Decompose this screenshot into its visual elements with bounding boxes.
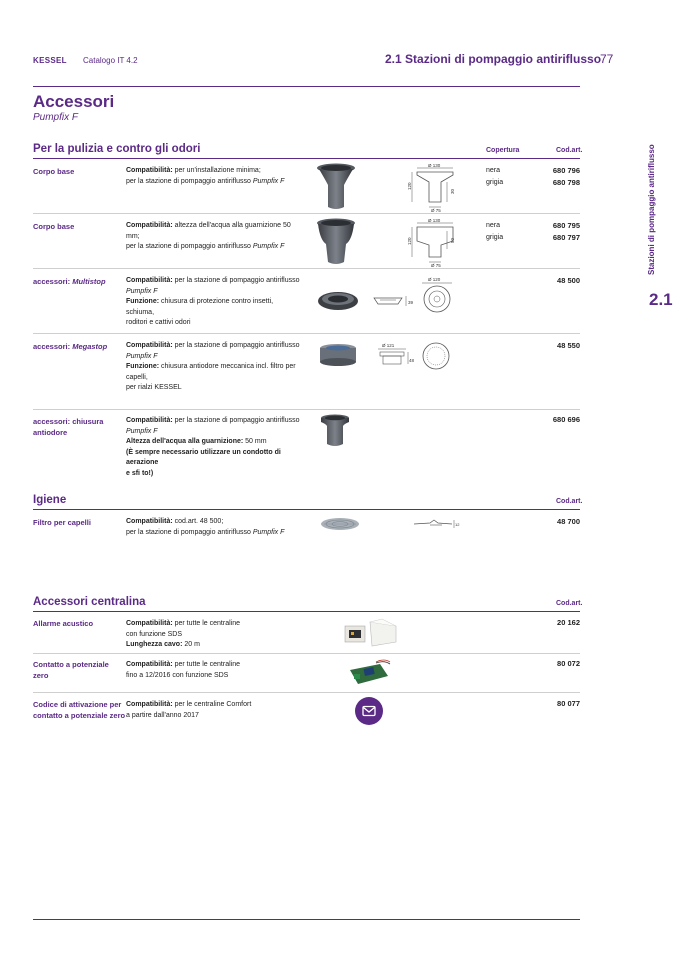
base-body-drawing — [405, 219, 465, 267]
row-divider — [33, 409, 580, 410]
cover-values: nera grigia — [486, 222, 504, 241]
page-subtitle: Pumpfix F — [33, 112, 79, 123]
product-desc: Compatibilità: per la stazione di pompaggio antiriflusso Pumpfix F Altezza dell'acqua alla guarnizione: 50 mm (È sempre necessario utilizzare un condotto di aerazione e sfi to!) — [126, 417, 300, 477]
svg-text:48: 48 — [409, 358, 414, 363]
base-body-drawing — [405, 164, 465, 212]
svg-text:39: 39 — [408, 300, 414, 305]
header-rule — [33, 86, 580, 87]
svg-text:120: 120 — [407, 237, 412, 245]
row-divider — [33, 333, 580, 334]
product-name: accessori: chiusura antiodore — [33, 417, 104, 437]
megastop-side-drawing — [374, 342, 414, 368]
hair-filter-drawing — [412, 517, 460, 531]
article-code: 48 500 — [557, 276, 580, 285]
cover-values: nera grigia — [486, 167, 504, 186]
col-code-header: Cod.art. — [556, 600, 583, 607]
article-codes: 680 795 680 797 — [552, 221, 580, 242]
product-desc: Compatibilità: cod.art. 48 500; per la stazione di pompaggio antiriflusso Pumpfix F — [126, 518, 285, 536]
svg-text:Ø 121: Ø 121 — [382, 343, 395, 348]
section3-title: Accessori centralina — [33, 596, 146, 608]
section2-rule — [33, 509, 580, 510]
base-body-image — [316, 218, 356, 266]
article-code: 48 700 — [557, 517, 580, 526]
svg-text:12: 12 — [455, 522, 460, 527]
svg-text:Ø 75: Ø 75 — [431, 208, 441, 212]
col-code-header: Cod.art. — [556, 147, 583, 154]
svg-text:50: 50 — [450, 237, 455, 243]
svg-text:30: 30 — [450, 188, 455, 194]
catalog-label: Catalogo IT 4.2 — [83, 56, 138, 65]
product-name: accessori: Multistop — [33, 277, 106, 286]
brand-label: KESSEL — [33, 56, 67, 65]
svg-text:Ø 75: Ø 75 — [431, 263, 441, 267]
article-code: 80 072 — [557, 659, 580, 668]
product-name: Corpo base — [33, 222, 75, 231]
base-body-image — [316, 163, 356, 211]
product-desc: Compatibilità: per tutte le centraline con funzione SDS Lunghezza cavo: 20 m — [126, 620, 240, 648]
multistop-image — [316, 288, 360, 314]
col-code-header: Cod.art. — [556, 498, 583, 505]
svg-text:120: 120 — [407, 182, 412, 190]
col-cover-header: Copertura — [486, 147, 520, 154]
envelope-icon — [355, 697, 383, 725]
product-name: Corpo base — [33, 167, 75, 176]
multistop-top-drawing — [418, 276, 456, 314]
article-code: 80 077 — [557, 699, 580, 708]
article-code: 680 696 — [552, 415, 580, 424]
relay-board-image — [346, 658, 392, 688]
section2-title: Igiene — [33, 494, 67, 506]
svg-text:Ø 120: Ø 120 — [428, 277, 441, 282]
megastop-image — [318, 342, 358, 370]
svg-text:Ø 130: Ø 130 — [428, 219, 441, 223]
sidebar-number: 2.1 — [649, 290, 673, 309]
product-desc: Compatibilità: per la stazione di pompaggio antiriflusso Pumpfix F Funzione: chiusura di protezione contro insetti, schiuma, roditori e cattivi odori — [126, 277, 300, 326]
email-activation-badge — [355, 697, 383, 725]
multistop-side-drawing — [372, 294, 416, 308]
row-divider — [33, 268, 580, 269]
section1-title: Per la pulizia e contro gli odori — [33, 143, 201, 155]
product-desc: Compatibilità: per la stazione di pompaggio antiriflusso Pumpfix F Funzione: chiusura antiodore meccanica incl. filtro per capelli, per rialzi KESSEL — [126, 342, 300, 391]
row-divider — [33, 653, 580, 654]
product-name: Filtro per capelli — [33, 518, 91, 527]
article-code: 20 162 — [557, 618, 580, 627]
product-desc: Compatibilità: per un'installazione minima; per la stazione di pompaggio antiriflusso Pumpfix F — [126, 167, 285, 185]
page-title: Accessori — [33, 92, 115, 111]
section3-rule — [33, 611, 580, 612]
product-desc: Compatibilità: altezza dell'acqua alla guarnizione 50 mm; per la stazione di pompaggio antiriflusso Pumpfix F — [126, 222, 291, 250]
footer-rule — [33, 919, 580, 920]
row-divider — [33, 692, 580, 693]
product-name: accessori: Megastop — [33, 342, 108, 351]
article-codes: 680 796 680 798 — [552, 166, 580, 187]
odor-trap-image — [320, 414, 350, 448]
section-heading: 2.1 Stazioni di pompaggio antiriflusso — [385, 52, 602, 66]
section1-rule — [33, 158, 580, 159]
svg-text:Ø 130: Ø 130 — [428, 164, 441, 168]
product-name: Codice di attivazione per contatto a potenziale zero — [33, 700, 126, 720]
row-divider — [33, 213, 580, 214]
product-name: Allarme acustico — [33, 619, 94, 628]
article-code: 48 550 — [557, 341, 580, 350]
hair-filter-image — [320, 516, 360, 532]
alarm-device-image — [342, 616, 400, 650]
product-desc: Compatibilità: per le centraline Comfort a partire dall'anno 2017 — [126, 701, 252, 719]
megastop-top-drawing — [420, 340, 452, 372]
page-number: 77 — [600, 52, 614, 66]
product-desc: Compatibilità: per tutte le centraline fino a 12/2016 con funzione SDS — [126, 661, 240, 679]
product-name: Contatto a potenziale zero — [33, 660, 109, 680]
